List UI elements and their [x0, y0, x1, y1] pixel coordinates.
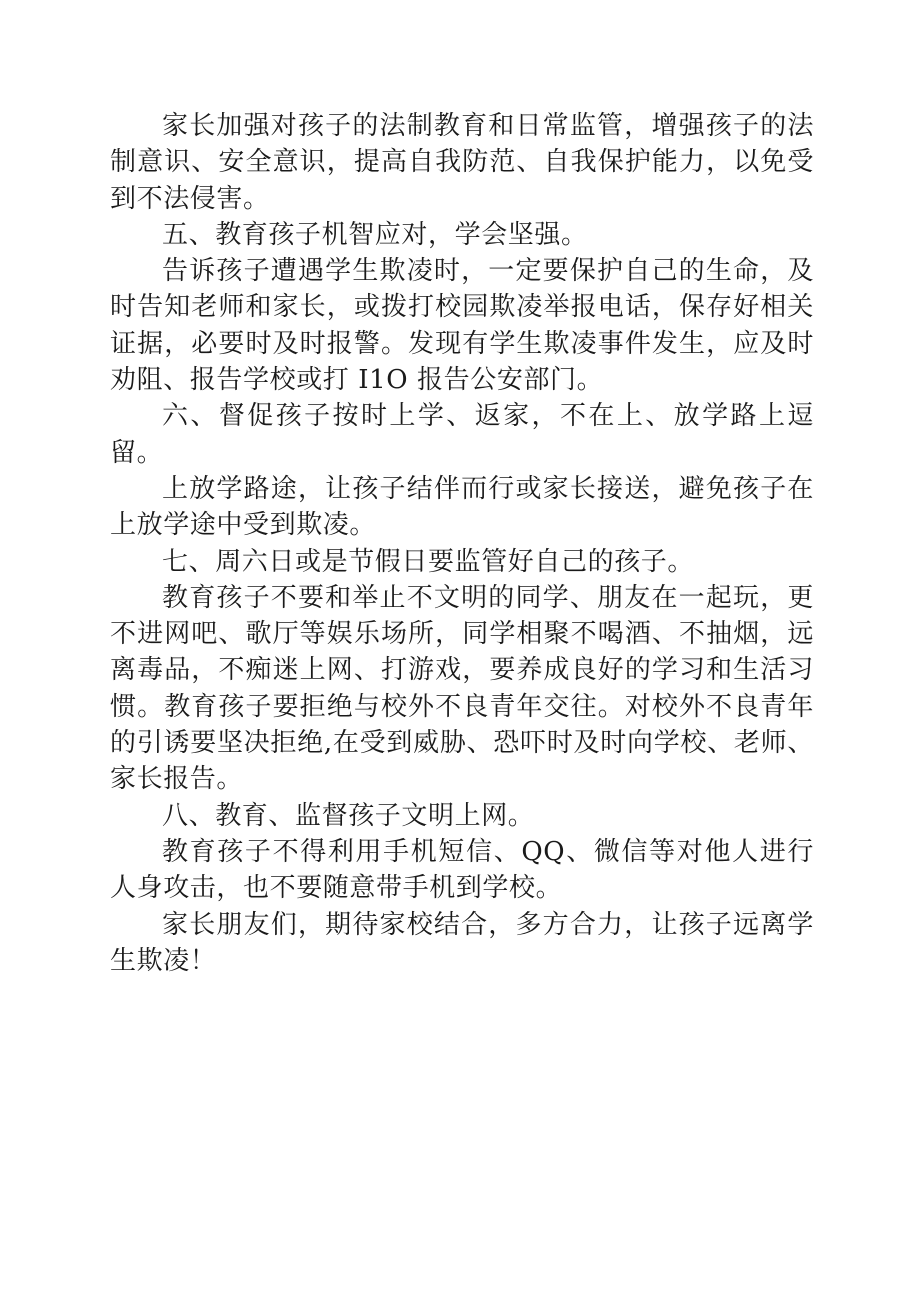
paragraph-weekend-supervision: 教育孩子不要和举止不文明的同学、朋友在一起玩，更不进网吧、歌厅等娱乐场所，同学相聚不喝酒、不抽烟，远离毒品，不痴迷上网、打游戏，要养成良好的学习和生活习惯。教育孩子要拒绝与校外不良青年交往。对校外不良青年的引诱要坚决拒绝,在受到威胁、恐吓时及时向学校、老师、家长报告。	[110, 582, 814, 795]
heading-section-six: 六、督促孩子按时上学、返家，不在上、放学路上逗留。	[110, 401, 814, 468]
paragraph-closing: 家长朋友们，期待家校结合，多方合力，让孩子远离学生欺凌！	[110, 909, 814, 976]
paragraph-report-bullying: 告诉孩子遭遇学生欺凌时，一定要保护自己的生命，及时告知老师和家长，或拨打校园欺凌举报电话，保存好相关证据，必要时及时报警。发现有学生欺凌事件发生，应及时劝阻、报告学校或打 I1O 报告公安部门。	[110, 256, 814, 396]
paragraph-commute-safety: 上放学路途，让孩子结伴而行或家长接送，避免孩子在上放学途中受到欺凌。	[110, 473, 814, 541]
paragraph-internet-use: 教育孩子不得利用手机短信、QQ、微信等对他人进行人身攻击，也不要随意带手机到学校。	[110, 836, 814, 904]
heading-section-seven: 七、周六日或是节假日要监管好自己的孩子。	[162, 546, 695, 577]
document-body	[110, 108, 814, 979]
heading-section-eight: 八、教育、监督孩子文明上网。	[162, 800, 535, 831]
paragraph-parent-legal-education: 家长加强对孩子的法制教育和日常监管，增强孩子的法制意识、安全意识，提高自我防范、自我保护能力，以免受到不法侵害。	[110, 111, 814, 214]
heading-section-five: 五、教育孩子机智应对，学会坚强。	[162, 219, 588, 250]
